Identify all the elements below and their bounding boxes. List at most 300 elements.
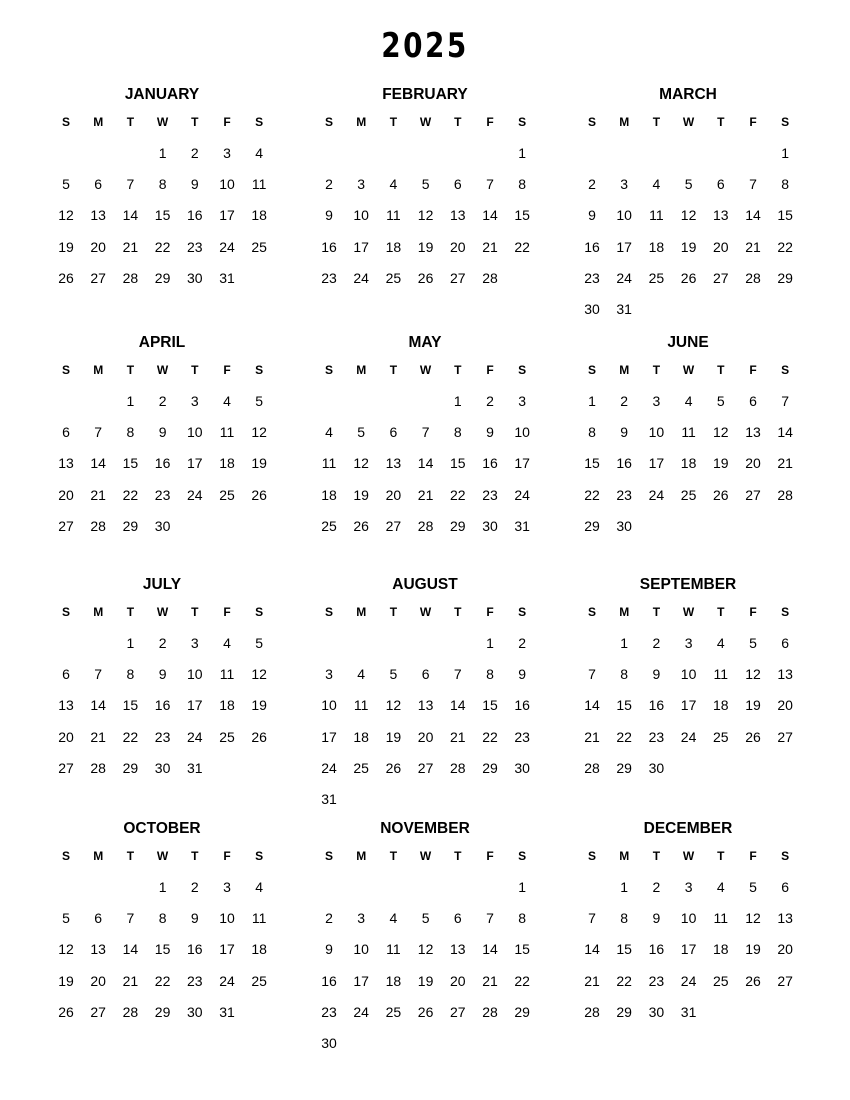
day-cell: 23: [187, 972, 203, 989]
day-cell: 13: [450, 207, 466, 224]
day-cell: 21: [90, 728, 106, 745]
day-cell: 19: [680, 238, 697, 255]
weekday-header: S: [255, 849, 264, 863]
weekday-header: S: [781, 605, 790, 619]
day-cell: 4: [389, 176, 398, 193]
day-cell: 16: [648, 697, 665, 714]
day-cell: 10: [353, 941, 369, 958]
day-cell: 14: [482, 941, 498, 958]
day-cell: 17: [616, 238, 632, 255]
weekday-header: W: [156, 363, 169, 377]
day-cell: 17: [219, 941, 235, 958]
weekday-header: S: [324, 849, 333, 863]
day-cell: 27: [417, 759, 434, 776]
day-cell: 5: [421, 176, 430, 193]
day-cell: 22: [482, 728, 498, 745]
day-cell: 13: [90, 941, 106, 958]
day-cell: 3: [190, 635, 199, 651]
day-cell: 15: [777, 207, 793, 224]
day-cell: 18: [385, 972, 402, 989]
day-cell: 2: [620, 393, 629, 409]
day-cell: 17: [680, 697, 697, 714]
weekday-header: M: [619, 363, 630, 377]
day-cell: 25: [219, 728, 235, 745]
weekday-header: F: [223, 115, 231, 129]
weekday-header: T: [454, 115, 462, 129]
weekday-header: M: [93, 605, 104, 619]
weekday-header: S: [781, 115, 790, 129]
day-cell: 26: [745, 972, 761, 989]
weekday-header: F: [486, 605, 494, 619]
day-cell: 15: [154, 207, 171, 224]
day-cell: 22: [514, 972, 530, 989]
month-october: [50, 819, 274, 1020]
day-cell: 5: [749, 635, 757, 651]
day-cell: 7: [588, 910, 596, 927]
day-cell: 15: [514, 941, 530, 958]
weekday-header: T: [717, 849, 725, 863]
day-cell: 7: [94, 424, 103, 441]
day-cell: 16: [584, 238, 600, 255]
month-name: DECEMBER: [643, 820, 733, 837]
day-cell: 10: [680, 910, 697, 927]
day-cell: 17: [514, 455, 530, 472]
day-cell: 25: [219, 486, 235, 503]
day-cell: 14: [482, 207, 498, 224]
day-cell: 27: [58, 517, 74, 534]
day-cell: 7: [781, 393, 790, 409]
weekday-header: S: [587, 363, 596, 377]
day-cell: 18: [713, 697, 729, 714]
day-cell: 20: [385, 486, 402, 503]
weekday-header: W: [156, 849, 169, 863]
day-cell: 6: [62, 424, 70, 441]
year-title: 2025: [381, 26, 469, 66]
month-name: AUGUST: [392, 576, 458, 593]
day-cell: 2: [486, 393, 494, 409]
day-cell: 13: [777, 910, 793, 927]
day-cell: 7: [453, 666, 462, 683]
day-cell: 5: [255, 635, 264, 651]
day-cell: 6: [749, 393, 757, 409]
weekday-header: M: [356, 115, 367, 129]
day-cell: 28: [122, 1003, 139, 1020]
day-cell: 27: [450, 1003, 466, 1020]
day-cell: 4: [652, 176, 661, 193]
day-cell: 24: [219, 972, 235, 989]
day-cell: 13: [58, 455, 74, 472]
month-may: [313, 333, 537, 534]
day-cell: 8: [518, 910, 527, 927]
month-name: APRIL: [138, 334, 186, 351]
day-cell: 24: [353, 1003, 369, 1020]
day-cell: 27: [713, 269, 729, 286]
day-cell: 22: [616, 728, 632, 745]
day-cell: 13: [745, 424, 761, 441]
day-cell: 30: [482, 517, 498, 534]
day-cell: 14: [777, 424, 793, 441]
day-cell: 3: [652, 393, 661, 409]
day-cell: 23: [648, 972, 665, 989]
day-cell: 6: [453, 910, 462, 927]
weekday-header: M: [356, 605, 367, 619]
day-cell: 1: [620, 879, 629, 895]
day-cell: 7: [486, 910, 494, 927]
month-name: NOVEMBER: [380, 820, 470, 837]
day-cell: 4: [684, 393, 693, 409]
day-cell: 6: [389, 424, 398, 441]
day-cell: 12: [713, 424, 729, 441]
day-cell: 23: [514, 728, 530, 745]
weekday-header: T: [191, 849, 199, 863]
day-cell: 8: [453, 424, 462, 441]
day-cell: 12: [353, 455, 369, 472]
day-cell: 17: [680, 941, 697, 958]
day-cell: 16: [482, 455, 498, 472]
day-cell: 3: [518, 393, 527, 409]
day-cell: 12: [385, 697, 402, 714]
day-cell: 11: [251, 176, 267, 193]
day-cell: 29: [616, 759, 632, 776]
day-cell: 16: [321, 972, 337, 989]
weekday-header: M: [356, 849, 367, 863]
day-cell: 2: [652, 635, 661, 651]
day-cell: 21: [584, 972, 600, 989]
weekday-header: T: [126, 115, 135, 129]
day-cell: 5: [357, 424, 366, 441]
day-cell: 19: [58, 238, 74, 255]
day-cell: 3: [325, 666, 333, 683]
day-cell: 30: [154, 759, 171, 776]
month-november: [313, 819, 537, 1051]
day-cell: 25: [251, 972, 267, 989]
month-name: MAY: [408, 334, 442, 351]
day-cell: 29: [122, 517, 139, 534]
weekday-header: S: [61, 849, 70, 863]
day-cell: 11: [353, 697, 369, 714]
day-cell: 4: [223, 393, 231, 409]
day-cell: 10: [187, 666, 203, 683]
day-cell: 30: [321, 1035, 337, 1051]
day-cell: 6: [62, 666, 70, 683]
day-cell: 11: [321, 455, 337, 472]
day-cell: 9: [158, 666, 167, 683]
day-cell: 22: [777, 238, 793, 255]
day-cell: 1: [158, 879, 167, 895]
day-cell: 25: [321, 517, 337, 534]
day-cell: 11: [649, 207, 664, 224]
weekday-header: T: [389, 849, 398, 863]
day-cell: 18: [219, 455, 235, 472]
month-name: FEBRUARY: [382, 86, 468, 103]
day-cell: 3: [357, 176, 366, 193]
day-cell: 19: [745, 941, 761, 958]
day-cell: 14: [417, 455, 434, 472]
day-cell: 15: [122, 455, 139, 472]
day-cell: 18: [353, 728, 369, 745]
day-cell: 9: [620, 424, 629, 441]
day-cell: 30: [584, 301, 600, 317]
day-cell: 8: [158, 176, 167, 193]
day-cell: 2: [325, 176, 333, 193]
day-cell: 9: [518, 666, 527, 683]
day-cell: 10: [219, 176, 235, 193]
day-cell: 6: [94, 910, 103, 927]
weekday-header: S: [61, 363, 70, 377]
day-cell: 24: [680, 972, 697, 989]
weekday-header: S: [781, 363, 790, 377]
weekday-header: S: [324, 115, 333, 129]
day-cell: 1: [126, 393, 135, 409]
day-cell: 26: [251, 486, 267, 503]
month-july: [50, 575, 274, 776]
day-cell: 1: [781, 145, 790, 161]
day-cell: 18: [251, 941, 267, 958]
month-january: [50, 85, 274, 286]
weekday-header: T: [389, 363, 398, 377]
day-cell: 22: [616, 972, 632, 989]
day-cell: 8: [486, 666, 494, 683]
day-cell: 3: [223, 145, 231, 161]
weekday-header: S: [324, 363, 333, 377]
weekday-header: T: [126, 849, 135, 863]
weekday-header: T: [389, 115, 398, 129]
day-cell: 25: [385, 269, 402, 286]
month-name: JUNE: [667, 334, 709, 351]
day-cell: 25: [713, 728, 729, 745]
weekday-header: F: [486, 115, 494, 129]
month-april: [50, 333, 274, 534]
weekday-header: W: [419, 605, 432, 619]
day-cell: 26: [353, 517, 369, 534]
day-cell: 23: [187, 238, 203, 255]
day-cell: 26: [251, 728, 267, 745]
day-cell: 18: [713, 941, 729, 958]
weekday-header: F: [486, 363, 494, 377]
day-cell: 8: [781, 176, 790, 193]
day-cell: 29: [450, 517, 466, 534]
day-cell: 7: [749, 176, 757, 193]
day-cell: 26: [385, 759, 402, 776]
day-cell: 29: [616, 1003, 632, 1020]
day-cell: 10: [648, 424, 665, 441]
day-cell: 10: [680, 666, 697, 683]
day-cell: 11: [681, 424, 696, 441]
day-cell: 8: [518, 176, 527, 193]
day-cell: 23: [154, 486, 171, 503]
day-cell: 10: [219, 910, 235, 927]
day-cell: 22: [450, 486, 466, 503]
day-cell: 3: [620, 176, 629, 193]
day-cell: 6: [421, 666, 430, 683]
day-cell: 11: [251, 910, 267, 927]
day-cell: 27: [745, 486, 761, 503]
day-cell: 20: [58, 486, 74, 503]
day-cell: 29: [154, 269, 171, 286]
day-cell: 30: [187, 1003, 203, 1020]
day-cell: 15: [450, 455, 466, 472]
day-cell: 20: [777, 697, 793, 714]
weekday-header: F: [749, 363, 757, 377]
day-cell: 6: [781, 879, 790, 895]
weekday-header: W: [682, 605, 695, 619]
day-cell: 23: [321, 1003, 337, 1020]
day-cell: 26: [58, 1003, 74, 1020]
day-cell: 30: [648, 1003, 665, 1020]
day-cell: 7: [588, 666, 596, 683]
weekday-header: T: [717, 115, 725, 129]
weekday-header: W: [156, 605, 169, 619]
day-cell: 10: [321, 697, 337, 714]
day-cell: 12: [417, 941, 434, 958]
day-cell: 27: [90, 269, 106, 286]
day-cell: 27: [777, 972, 793, 989]
day-cell: 29: [122, 759, 139, 776]
day-cell: 29: [482, 759, 498, 776]
day-cell: 2: [588, 176, 596, 193]
weekday-header: T: [652, 849, 661, 863]
day-cell: 9: [588, 207, 596, 224]
weekday-header: S: [781, 849, 790, 863]
day-cell: 24: [353, 269, 369, 286]
weekday-header: M: [93, 115, 104, 129]
day-cell: 3: [684, 879, 693, 895]
day-cell: 23: [616, 486, 632, 503]
day-cell: 23: [482, 486, 498, 503]
weekday-header: M: [619, 115, 630, 129]
weekday-header: F: [223, 605, 231, 619]
day-cell: 30: [187, 269, 203, 286]
day-cell: 31: [680, 1003, 697, 1020]
weekday-header: M: [619, 605, 630, 619]
day-cell: 4: [716, 879, 725, 895]
day-cell: 10: [187, 424, 203, 441]
day-cell: 15: [482, 697, 498, 714]
day-cell: 19: [58, 972, 74, 989]
day-cell: 16: [321, 238, 337, 255]
weekday-header: T: [652, 115, 661, 129]
day-cell: 24: [321, 759, 337, 776]
weekday-header: T: [126, 363, 135, 377]
month-june: [576, 333, 800, 534]
day-cell: 14: [584, 697, 600, 714]
day-cell: 19: [353, 486, 369, 503]
day-cell: 21: [450, 728, 466, 745]
day-cell: 1: [486, 635, 494, 651]
weekday-header: M: [93, 849, 104, 863]
weekday-header: W: [682, 849, 695, 863]
day-cell: 28: [584, 1003, 600, 1020]
day-cell: 14: [450, 697, 466, 714]
day-cell: 27: [450, 269, 466, 286]
day-cell: 20: [450, 238, 466, 255]
day-cell: 4: [325, 424, 333, 441]
day-cell: 2: [158, 635, 167, 651]
day-cell: 20: [745, 455, 761, 472]
day-cell: 28: [482, 269, 498, 286]
weekday-header: S: [255, 605, 264, 619]
weekday-header: S: [518, 849, 527, 863]
day-cell: 6: [716, 176, 725, 193]
day-cell: 25: [353, 759, 369, 776]
day-cell: 26: [745, 728, 761, 745]
day-cell: 25: [648, 269, 665, 286]
day-cell: 23: [648, 728, 665, 745]
day-cell: 24: [616, 269, 632, 286]
day-cell: 3: [190, 393, 199, 409]
month-february: [313, 85, 537, 286]
day-cell: 12: [745, 666, 761, 683]
day-cell: 8: [126, 666, 135, 683]
day-cell: 3: [684, 635, 693, 651]
day-cell: 5: [62, 176, 70, 193]
month-august: [313, 575, 537, 807]
day-cell: 13: [450, 941, 466, 958]
day-cell: 12: [58, 941, 74, 958]
day-cell: 28: [745, 269, 761, 286]
day-cell: 31: [321, 791, 337, 807]
day-cell: 6: [94, 176, 103, 193]
day-cell: 22: [122, 728, 139, 745]
weekday-header: F: [486, 849, 494, 863]
day-cell: 29: [514, 1003, 530, 1020]
day-cell: 30: [648, 759, 665, 776]
day-cell: 14: [90, 455, 106, 472]
day-cell: 2: [190, 145, 199, 161]
weekday-header: T: [191, 115, 199, 129]
day-cell: 22: [122, 486, 139, 503]
day-cell: 19: [713, 455, 729, 472]
day-cell: 21: [584, 728, 600, 745]
day-cell: 15: [154, 941, 171, 958]
day-cell: 31: [219, 269, 235, 286]
day-cell: 17: [321, 728, 337, 745]
day-cell: 6: [781, 635, 790, 651]
day-cell: 17: [648, 455, 665, 472]
day-cell: 21: [745, 238, 761, 255]
day-cell: 26: [417, 269, 434, 286]
day-cell: 4: [357, 666, 366, 683]
weekday-header: S: [61, 115, 70, 129]
weekday-header: T: [191, 605, 199, 619]
day-cell: 14: [90, 697, 106, 714]
day-cell: 2: [652, 879, 661, 895]
day-cell: 17: [187, 697, 203, 714]
day-cell: 5: [716, 393, 725, 409]
day-cell: 7: [486, 176, 494, 193]
day-cell: 2: [190, 879, 199, 895]
weekday-header: S: [587, 115, 596, 129]
day-cell: 10: [514, 424, 530, 441]
day-cell: 7: [421, 424, 430, 441]
day-cell: 31: [616, 301, 632, 317]
day-cell: 15: [122, 697, 139, 714]
day-cell: 10: [353, 207, 369, 224]
day-cell: 20: [90, 972, 106, 989]
day-cell: 1: [588, 393, 596, 409]
day-cell: 31: [514, 517, 530, 534]
day-cell: 25: [680, 486, 697, 503]
day-cell: 15: [584, 455, 600, 472]
weekday-header: W: [419, 363, 432, 377]
day-cell: 24: [514, 486, 530, 503]
day-cell: 19: [251, 697, 267, 714]
day-cell: 30: [616, 517, 632, 534]
day-cell: 12: [251, 666, 267, 683]
weekday-header: F: [749, 115, 757, 129]
day-cell: 13: [90, 207, 106, 224]
weekday-header: T: [454, 605, 462, 619]
